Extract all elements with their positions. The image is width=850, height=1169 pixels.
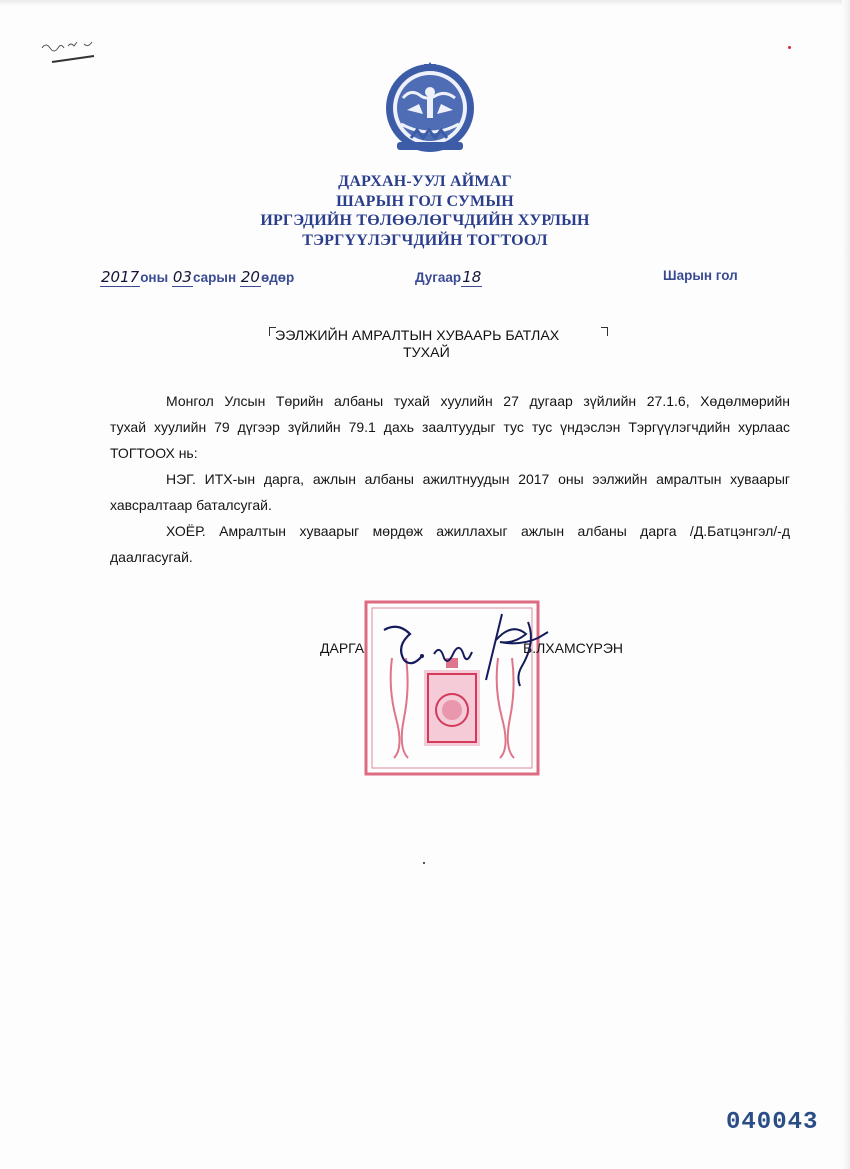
- header-council: ИРГЭДИЙН ТӨЛӨӨЛӨГЧДИЙН ХУРЛЫН: [260, 212, 590, 229]
- document-meta-row: [100, 268, 760, 292]
- signer-title: ДАРГА: [320, 640, 365, 656]
- date-month-suffix: сарын: [192, 270, 237, 285]
- signer-name: Б.ЛХАМСҮРЭН: [523, 640, 624, 656]
- paragraph-2: НЭГ. ИТХ-ын дарга, ажлын албаны ажилтнуудын 2017 оны ээлжийн амралтын хуваарыг хавсралтаар баталсугай.: [110, 471, 790, 513]
- document-header: [180, 172, 670, 250]
- red-ink-dot: [788, 46, 791, 49]
- date-year: 2017: [101, 268, 140, 286]
- date-day: 20: [240, 268, 260, 286]
- header-aimag: ДАРХАН-УУЛ АЙМАГ: [338, 173, 512, 190]
- date-month: 03: [172, 268, 192, 286]
- document-date: [100, 268, 294, 287]
- date-year-suffix: оны: [140, 270, 169, 285]
- dust-speck: [423, 862, 425, 864]
- subject-line-2: ТУХАЙ: [403, 345, 450, 361]
- subject-line-1: ЭЭЛЖИЙН АМРАЛТЫН ХУВААРЬ БАТЛАХ: [275, 328, 560, 344]
- header-sum: ШАРЫН ГОЛ СУМЫН: [336, 192, 514, 210]
- document-number-field: [415, 268, 482, 287]
- subject-corner-right: [601, 327, 608, 336]
- document-subject: [275, 328, 605, 362]
- scan-edge-right: [842, 0, 850, 1169]
- header-resolution-title: ТЭРГҮҮЛЭГЧДИЙН ТОГТООЛ: [302, 231, 548, 249]
- document-place: Шарын гол: [663, 268, 738, 283]
- scan-edge-top: [0, 0, 850, 6]
- number-label: Дугаар: [415, 270, 462, 285]
- paragraph-1-rest: тухай хуулийн 79 дүгээр зүйлийн 79.1 дахь заалтуудыг тус тус үндэслэн Тэргүүлэгчдийн хурлаас ТОГТООХ нь:: [110, 419, 790, 461]
- document-body: [110, 388, 790, 570]
- subject-corner-left: [269, 327, 276, 336]
- date-day-suffix: өдөр: [260, 270, 295, 285]
- margin-handwriting: [38, 38, 108, 68]
- paragraph-3: ХОЁР. Амралтын хуваарыг мөрдөж ажиллахыг ажлын албаны дарга /Д.Батцэнгэл/-д даалгасугай.: [110, 523, 790, 565]
- handwritten-signature: [378, 610, 558, 695]
- document-serial-number: 040043: [726, 1109, 819, 1136]
- number-value: 18: [462, 268, 482, 286]
- paragraph-1-first-line: Монгол Улсын Төрийн албаны тухай хуулийн 27 дугаар зүйлийн 27.1.6, Хөдөлмөрийн: [166, 393, 790, 409]
- state-emblem-icon: [383, 58, 477, 154]
